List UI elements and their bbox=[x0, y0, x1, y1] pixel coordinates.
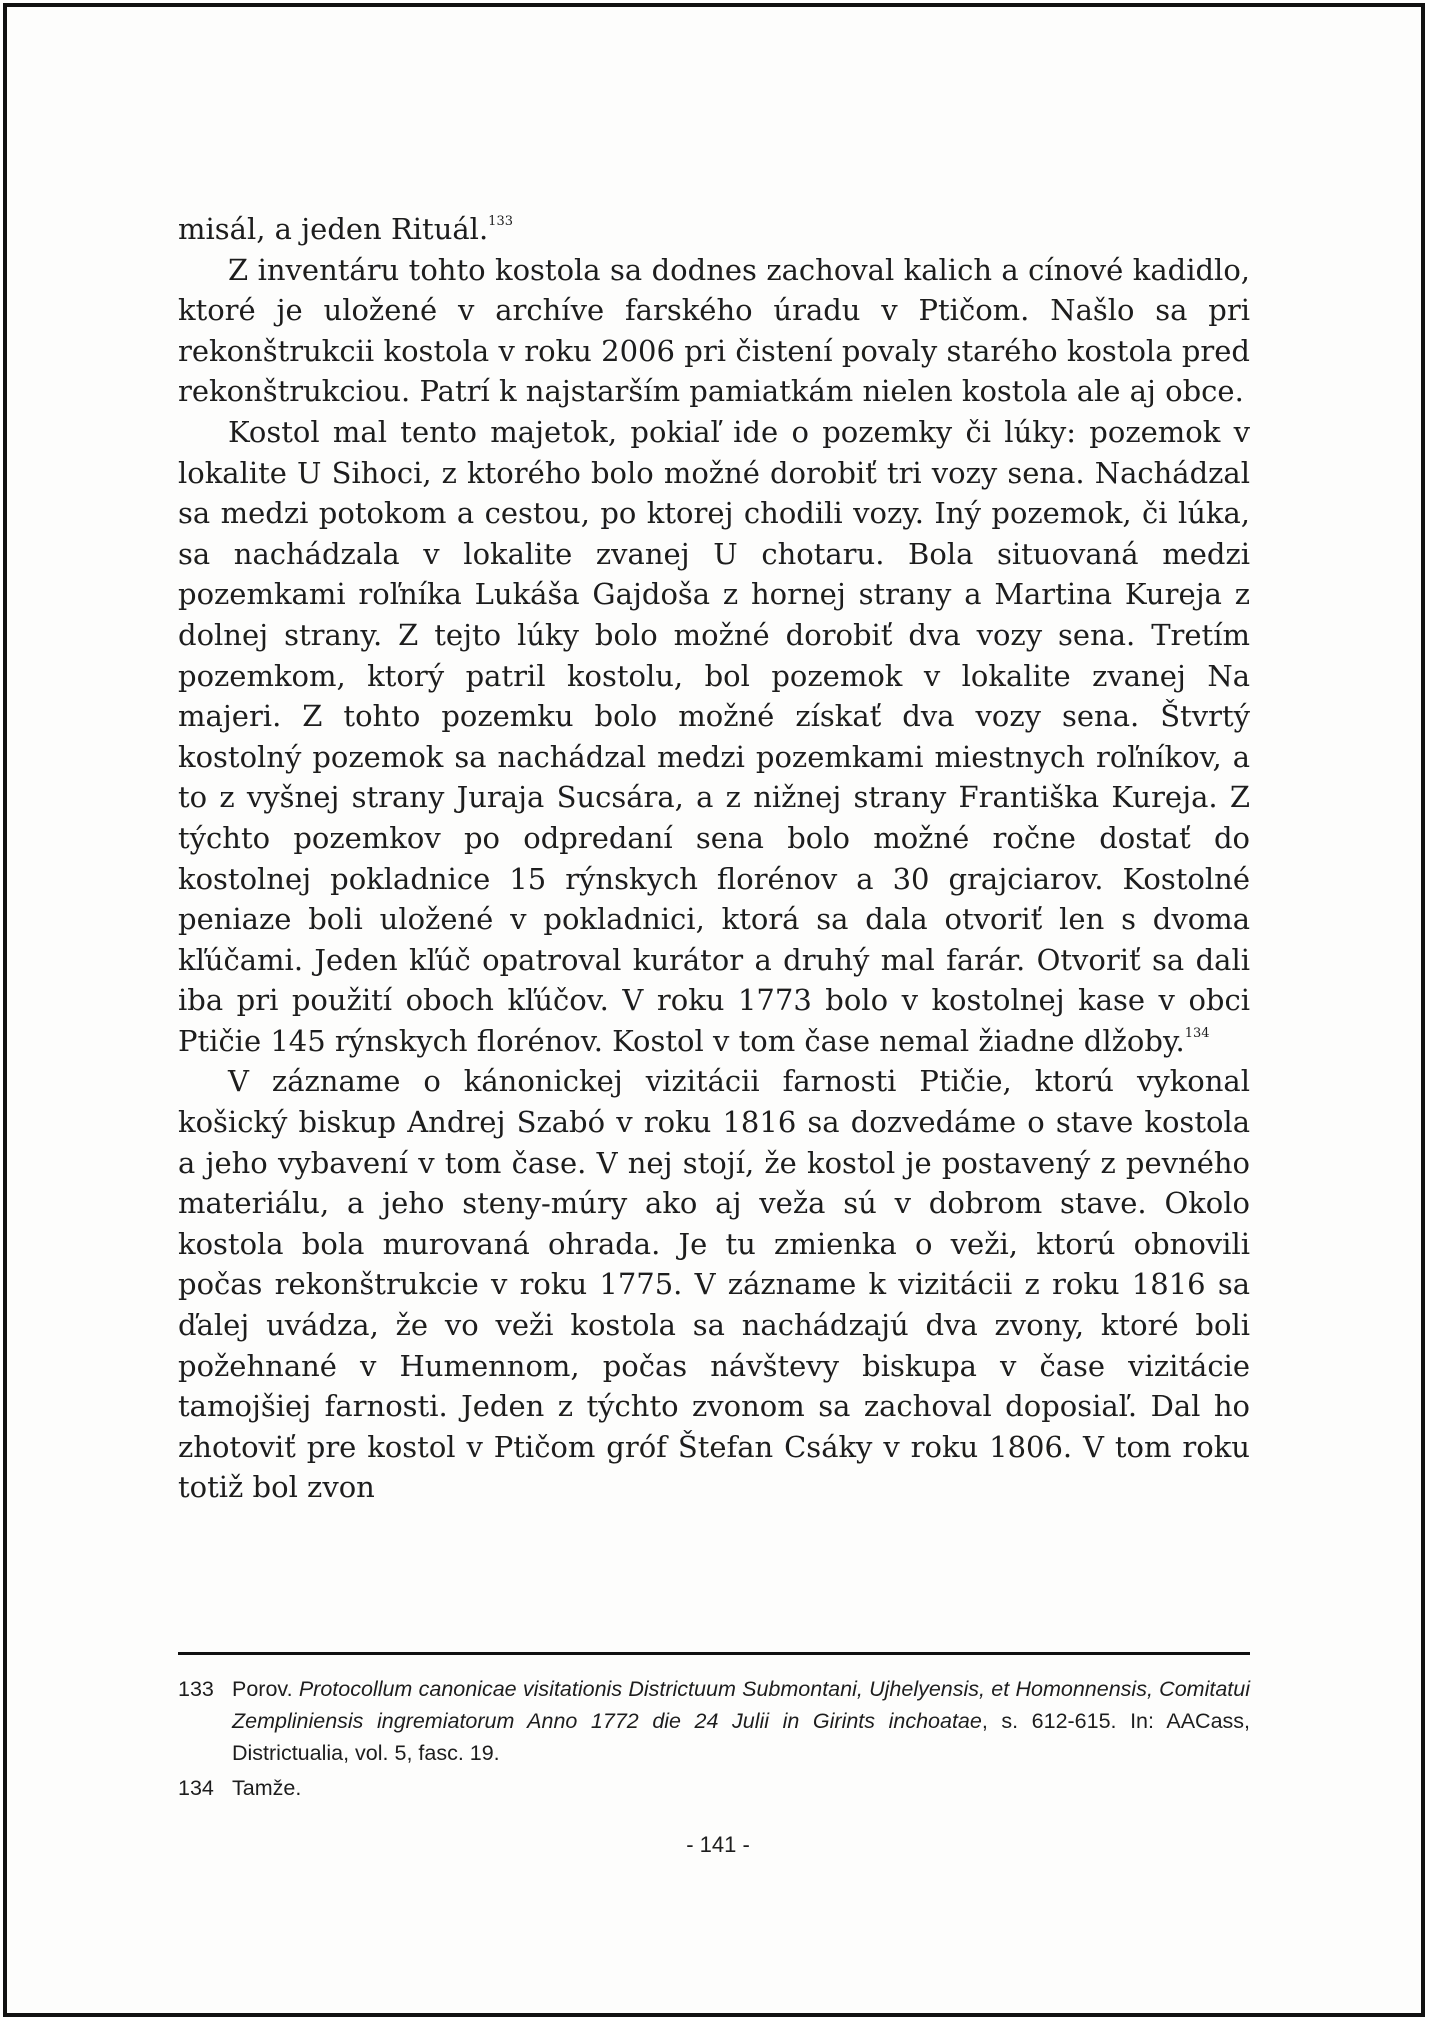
paragraph-3 bbox=[178, 412, 1250, 1062]
footnote-source-title: Protocollum canonicae visitationis Districtuum Submontani, Ujhelyensis, et Homonnensis, Comitatui Zempliniensis ingremiatorum Anno 1772 die 24 Julii in Girints inchoatae bbox=[232, 1677, 1250, 1733]
paragraph-4: V zázname o kánonickej vizitácii farnosti Ptičie, ktorú vykonal košický biskup Andrej Szabó v roku 1816 sa dozvedáme o stave kostola a jeho vybavení v tom čase. V nej stojí, že kostol je postavený z pevného materiálu, a jeho steny-múry ako aj veža sú v dobrom stave. Okolo kostola bola murovaná ohrada. Je tu zmienka o veži, ktorú obnovili počas rekonštrukcie v roku 1775. V zázname k vizitácii z roku 1816 sa ďalej uvádza, že vo veži kostola sa nachádzajú dva zvony, ktoré boli požehnané v Humennom, počas návštevy biskupa v čase vizitácie tamojšiej farnosti. Jeden z týchto zvonom sa zachoval doposiaľ. Dal ho zhotoviť pre kostol v Ptičom gróf Štefan Csáky v roku 1806. V tom roku totiž bol zvon bbox=[178, 1064, 1250, 1505]
footnote-source-details: , s. 612-615. In: AACass, Districtualia, vol. 5, fasc. 19. bbox=[232, 1709, 1250, 1765]
footnote-134 bbox=[178, 1772, 1250, 1804]
paragraph-1-text: misál, a jeden Rituál. bbox=[178, 212, 489, 246]
footnote-number: 134 bbox=[178, 1776, 214, 1800]
paragraph-1 bbox=[178, 209, 1250, 250]
main-text bbox=[178, 209, 1250, 1508]
page-frame bbox=[3, 3, 1425, 2017]
footnote-separator bbox=[178, 1652, 1250, 1655]
footnote-ref-134: 134 bbox=[1184, 1025, 1210, 1041]
footnote-text bbox=[232, 1673, 1250, 1769]
footnotes bbox=[178, 1673, 1250, 1807]
paragraph-2: Z inventáru tohto kostola sa dodnes zachoval kalich a cínové kadidlo, ktoré je uložené v archíve farského úradu v Ptičom. Našlo sa pri rekonštrukcii kostola v roku 2006 pri čistení povaly starého kostola pred rekonštrukciou. Patrí k najstarším pamiatkám nielen kostola ale aj obce. bbox=[178, 252, 1250, 409]
paragraph-3-text: Kostol mal tento majetok, pokiaľ ide o pozemky či lúky: pozemok v lokalite U Sihoci, z ktorého bolo možné dorobiť tri vozy sena. Nachádzal sa medzi potokom a cestou, po ktorej chodili vozy. Iný pozemok, či lúka, sa nachádzala v lokalite zvanej U chotaru. Bola situovaná medzi pozemkami roľníka Lukáša Gajdoša z hornej strany a Martina Kureja z dolnej strany. Z tejto lúky bolo možné dorobiť dva vozy sena. Tretím pozemkom, ktorý patril kostolu, bol pozemok v lokalite zvanej Na majeri. Z tohto pozemku bolo možné získať dva vozy sena. Štvrtý kostolný pozemok sa nachádzal medzi pozemkami miestnych roľníkov, a to z vyšnej strany Juraja Sucsára, a z nižnej strany Františka Kureja. Z týchto pozemkov po odpredaní sena bolo možné ročne dostať do kostolnej pokladnice 15 rýnskych florénov a 30 grajciarov. Kostolné peniaze boli uložené v pokladnici, ktorá sa dala otvoriť len s dvoma kľúčami. Jeden kľúč opatroval kurátor a druhý mal farár. Otvoriť sa dali iba pri použití oboch kľúčov. V roku 1773 bolo v kostolnej kase v obci Ptičie 145 rýnskych florénov. Kostol v tom čase nemal žiadne dlžoby. bbox=[178, 414, 1250, 1058]
footnote-133 bbox=[178, 1673, 1250, 1769]
footnote-text: Tamže. bbox=[232, 1776, 302, 1800]
page-number: - 141 - bbox=[686, 1832, 750, 1857]
footnote-number: 133 bbox=[178, 1677, 214, 1701]
footnote-prefix: Porov. bbox=[232, 1677, 293, 1701]
footnote-ref-133: 133 bbox=[488, 214, 513, 229]
